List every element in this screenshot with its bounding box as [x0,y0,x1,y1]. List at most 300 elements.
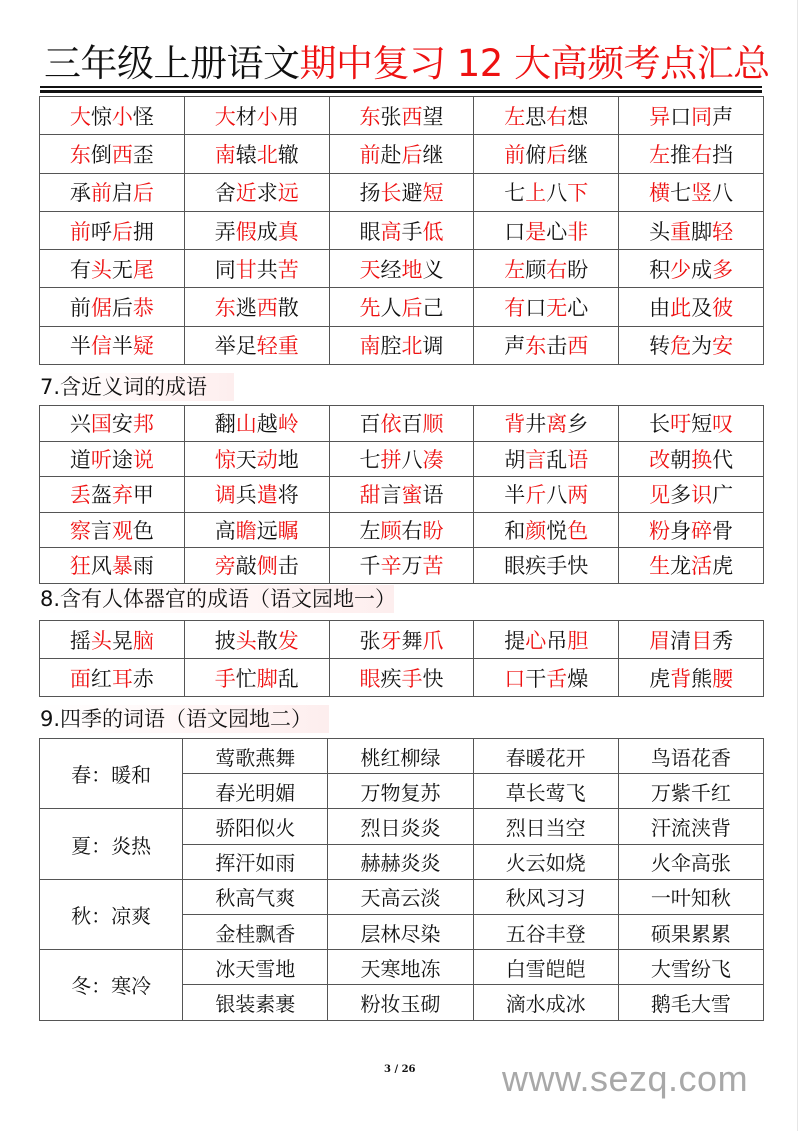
plain-char: 调 [422,334,444,359]
idiom-cell [184,211,329,249]
idiom-cell [329,477,474,513]
plain-char: 代 [712,447,734,472]
idiom-cell [474,406,619,442]
highlighted-char: 牙 [380,628,402,653]
highlighted-char: 同 [691,104,713,129]
table-row [40,250,764,288]
plain-char: 广 [712,483,734,508]
plain-char: 积 [649,257,671,282]
title-rule-thin [40,86,762,88]
idiom-cell [184,173,329,211]
highlighted-char: 暴 [111,554,133,579]
highlighted-char: 疑 [132,334,154,359]
season-word-cell: 白雪皑皑 [473,950,618,985]
highlighted-char: 短 [422,181,444,206]
plain-char: 辙 [277,142,299,167]
plain-char: 头 [649,219,671,244]
section-9-heading: 9.四季的词语（语文园地二） [40,705,329,733]
idiom-cell [40,211,185,249]
highlighted-char: 胆 [567,628,589,653]
plain-char: 清 [670,628,692,653]
highlighted-char: 斤 [525,483,547,508]
season-word-cell: 滴水成冰 [473,985,618,1020]
highlighted-char: 眉 [649,628,671,653]
highlighted-char: 观 [111,518,133,543]
plain-char: 俯 [525,142,547,167]
plain-char: 红 [90,666,112,691]
table-row [40,950,764,985]
idiom-cell [184,441,329,477]
plain-char: 惊 [90,104,112,129]
highlighted-char: 腰 [712,666,734,691]
highlighted-char: 后 [111,219,133,244]
plain-char: 甲 [132,483,154,508]
plain-char: 地 [277,447,299,472]
plain-char: 歪 [132,142,154,167]
idiom-table-synonyms [39,405,764,584]
idiom-cell [474,659,619,697]
highlighted-char: 苦 [422,554,444,579]
season-label: 冬：寒冷 [40,950,183,1020]
highlighted-char: 颜 [525,518,547,543]
plain-char: 人 [380,296,402,321]
season-word-cell: 春暖花开 [473,739,618,774]
plain-char: 启 [111,181,133,206]
idiom-cell [619,406,764,442]
highlighted-char: 叹 [712,412,734,437]
highlighted-char: 识 [691,483,713,508]
highlighted-char: 上 [525,181,547,206]
highlighted-char: 小 [111,104,133,129]
idiom-cell [474,211,619,249]
idiom-cell [619,135,764,173]
highlighted-char: 后 [401,142,423,167]
highlighted-char: 言 [525,447,547,472]
plain-char: 半 [111,334,133,359]
season-label: 秋：凉爽 [40,879,183,949]
highlighted-char: 目 [691,628,713,653]
season-word-cell: 骄阳似火 [183,809,328,844]
idiom-table-body-parts [39,620,764,697]
idiom-cell [40,135,185,173]
idiom-cell [329,659,474,697]
highlighted-char: 面 [69,666,91,691]
plain-char: 盔 [90,483,112,508]
plain-char: 天 [235,447,257,472]
highlighted-char: 远 [277,181,299,206]
highlighted-char: 东 [69,142,91,167]
plain-char: 翻 [214,412,236,437]
plain-char: 提 [504,628,526,653]
plain-char: 望 [422,104,444,129]
table-row [40,441,764,477]
table-row [40,739,764,774]
highlighted-char: 轻 [256,334,278,359]
highlighted-char: 后 [132,181,154,206]
plain-char: 舞 [401,628,423,653]
highlighted-char: 后 [401,296,423,321]
idiom-cell [619,211,764,249]
plain-char: 辕 [235,142,257,167]
highlighted-char: 右 [546,257,568,282]
title-red-part: 期中复习 12 大高频考点汇总 [299,42,770,85]
highlighted-char: 国 [90,412,112,437]
season-word-cell: 火伞高张 [618,844,763,879]
table-row [40,809,764,844]
idiom-cell [40,326,185,364]
plain-char: 经 [380,257,402,282]
plain-char: 材 [235,104,257,129]
plain-char: 乱 [277,666,299,691]
idiom-cell [329,548,474,584]
idiom-cell [474,97,619,135]
idiom-cell [40,548,185,584]
plain-char: 赤 [132,666,154,691]
highlighted-char: 安 [712,334,734,359]
idiom-cell [619,97,764,135]
plain-char: 由 [649,296,671,321]
highlighted-char: 异 [649,104,671,129]
highlighted-char: 北 [256,142,278,167]
watermark: www.sezq.com [502,1058,749,1099]
highlighted-char: 蜜 [401,483,423,508]
season-label: 春：暖和 [40,739,183,809]
plain-char: 虎 [649,666,671,691]
plain-char: 色 [132,518,154,543]
highlighted-char: 离 [546,412,568,437]
season-word-cell: 秋高气爽 [183,879,328,914]
idiom-cell [619,288,764,326]
highlighted-char: 信 [90,334,112,359]
highlighted-char: 下 [567,181,589,206]
highlighted-char: 狂 [69,554,91,579]
idiom-cell [184,97,329,135]
highlighted-char: 脚 [256,666,278,691]
plain-char: 拥 [132,219,154,244]
idiom-cell [184,135,329,173]
plain-char: 成 [256,219,278,244]
season-word-cell: 桃红柳绿 [328,739,473,774]
table-row [40,621,764,659]
season-word-cell: 天寒地冻 [328,950,473,985]
plain-char: 思 [525,104,547,129]
season-word-cell: 冰天雪地 [183,950,328,985]
table-row [40,406,764,442]
highlighted-char: 手 [214,666,236,691]
highlighted-char: 东 [525,334,547,359]
season-word-cell: 挥汗如雨 [183,844,328,879]
idiom-cell [40,441,185,477]
idiom-cell [184,621,329,659]
plain-char: 扬 [359,181,381,206]
highlighted-char: 脑 [132,628,154,653]
highlighted-char: 小 [256,104,278,129]
plain-char: 顾 [525,257,547,282]
plain-char: 赴 [380,142,402,167]
highlighted-char: 左 [504,257,526,282]
highlighted-char: 天 [359,257,381,282]
plain-char: 和 [504,518,526,543]
plain-char: 披 [214,628,236,653]
highlighted-char: 两 [567,483,589,508]
season-word-cell: 赫赫炎炎 [328,844,473,879]
plain-char: 散 [277,296,299,321]
plain-char: 长 [649,412,671,437]
plain-char: 手 [401,219,423,244]
highlighted-char: 南 [214,142,236,167]
plain-char: 避 [401,181,423,206]
plain-char: 无 [111,257,133,282]
plain-char: 远 [256,518,278,543]
highlighted-char: 弃 [111,483,133,508]
page-title [44,42,770,86]
idiom-cell [184,250,329,288]
highlighted-char: 前 [69,219,91,244]
highlighted-char: 色 [567,518,589,543]
highlighted-char: 换 [691,447,713,472]
season-word-cell: 大雪纷飞 [618,950,763,985]
idiom-cell [619,326,764,364]
plain-char: 干 [525,666,547,691]
plain-char: 八 [546,181,568,206]
plain-char: 语 [422,483,444,508]
idiom-cell [184,659,329,697]
plain-char: 同 [214,257,236,282]
highlighted-char: 听 [90,447,112,472]
plain-char: 万 [401,554,423,579]
season-word-cell: 鸟语花香 [618,739,763,774]
idiom-cell [184,326,329,364]
table-row [40,879,764,914]
idiom-cell [40,512,185,548]
plain-char: 高 [214,518,236,543]
season-word-cell: 烈日当空 [473,809,618,844]
plain-char: 足 [235,334,257,359]
plain-char: 将 [277,483,299,508]
highlighted-char: 甜 [359,483,381,508]
highlighted-char: 舌 [546,666,568,691]
idiom-cell [184,548,329,584]
idiom-cell [619,250,764,288]
plain-char: 后 [111,296,133,321]
highlighted-char: 前 [90,181,112,206]
highlighted-char: 调 [214,483,236,508]
section-8-heading: 8.含有人体器官的成语（语文园地一） [40,587,397,611]
idiom-cell [184,406,329,442]
table-row [40,326,764,364]
highlighted-char: 心 [525,628,547,653]
plain-char: 胡 [504,447,526,472]
highlighted-char: 见 [649,483,671,508]
highlighted-char: 改 [649,447,671,472]
plain-char: 声 [504,334,526,359]
idiom-cell [329,512,474,548]
idiom-cell [40,406,185,442]
plain-char: 挡 [712,142,734,167]
plain-char: 途 [111,447,133,472]
highlighted-char: 此 [670,296,692,321]
highlighted-char: 头 [90,257,112,282]
idiom-cell [329,441,474,477]
idiom-cell [474,288,619,326]
season-word-cell: 一叶知秋 [618,879,763,914]
plain-char: 七 [670,181,692,206]
highlighted-char: 发 [277,628,299,653]
highlighted-char: 背 [670,666,692,691]
plain-char: 言 [90,518,112,543]
idiom-cell [619,441,764,477]
season-words-table [39,738,764,1021]
highlighted-char: 低 [422,219,444,244]
idiom-cell [184,477,329,513]
highlighted-char: 拼 [380,447,402,472]
table-row [40,659,764,697]
plain-char: 朝 [670,447,692,472]
idiom-cell [40,288,185,326]
plain-char: 心 [567,296,589,321]
season-word-cell: 万物复苏 [328,774,473,809]
highlighted-char: 手 [401,666,423,691]
table-row [40,477,764,513]
plain-char: 声 [712,104,734,129]
idiom-cell [40,97,185,135]
highlighted-char: 凑 [422,447,444,472]
page-indicator: 3 / 26 [384,1064,416,1075]
season-word-cell: 火云如烧 [473,844,618,879]
highlighted-char: 顾 [380,518,402,543]
idiom-cell [474,621,619,659]
plain-char: 散 [256,628,278,653]
highlighted-char: 危 [670,334,692,359]
highlighted-char: 盼 [422,518,444,543]
plain-char: 义 [422,257,444,282]
plain-char: 骨 [712,518,734,543]
highlighted-char: 旁 [214,554,236,579]
highlighted-char: 真 [277,219,299,244]
highlighted-char: 语 [567,447,589,472]
highlighted-char: 西 [567,334,589,359]
idiom-cell [619,548,764,584]
idiom-cell [40,250,185,288]
table-row [40,288,764,326]
idiom-cell [329,250,474,288]
season-word-cell: 金桂飘香 [183,914,328,949]
highlighted-char: 依 [380,412,402,437]
plain-char: 转 [649,334,671,359]
plain-char: 及 [691,296,713,321]
idiom-cell [40,659,185,697]
highlighted-char: 丢 [69,483,91,508]
plain-char: 举 [214,334,236,359]
plain-char: 井 [525,412,547,437]
plain-char: 击 [277,554,299,579]
highlighted-char: 重 [277,334,299,359]
highlighted-char: 辛 [380,554,402,579]
idiom-table-antonyms [39,96,764,365]
plain-char: 击 [546,334,568,359]
idiom-cell [474,548,619,584]
plain-char: 弄 [214,219,236,244]
plain-char: 龙 [670,554,692,579]
highlighted-char: 左 [649,142,671,167]
title-rule-thick [40,90,762,93]
highlighted-char: 前 [359,142,381,167]
idiom-cell [474,326,619,364]
plain-char: 口 [670,104,692,129]
highlighted-char: 有 [504,296,526,321]
highlighted-char: 先 [359,296,381,321]
plain-char: 七 [359,447,381,472]
highlighted-char: 粉 [649,518,671,543]
plain-char: 快 [567,554,589,579]
plain-char: 疾 [525,554,547,579]
highlighted-char: 横 [649,181,671,206]
season-word-cell: 春光明媚 [183,774,328,809]
plain-char: 怪 [132,104,154,129]
table-row [40,211,764,249]
season-word-cell: 层林尽染 [328,914,473,949]
highlighted-char: 西 [111,142,133,167]
plain-char: 推 [670,142,692,167]
plain-char: 多 [670,483,692,508]
section-7-heading: 7.含近义词的成语 [40,373,234,401]
table-row [40,548,764,584]
idiom-cell [474,477,619,513]
plain-char: 共 [256,257,278,282]
plain-char: 左 [359,518,381,543]
highlighted-char: 尾 [132,257,154,282]
highlighted-char: 大 [214,104,236,129]
highlighted-char: 瞩 [277,518,299,543]
plain-char: 想 [567,104,589,129]
plain-char: 手 [546,554,568,579]
plain-char: 半 [69,334,91,359]
highlighted-char: 地 [401,257,423,282]
highlighted-char: 近 [235,181,257,206]
idiom-cell [40,477,185,513]
idiom-cell [619,512,764,548]
season-word-cell: 秋风习习 [473,879,618,914]
highlighted-char: 口 [504,666,526,691]
plain-char: 用 [277,104,299,129]
table-row [40,97,764,135]
plain-char: 疾 [380,666,402,691]
plain-char: 安 [111,412,133,437]
plain-char: 道 [69,447,91,472]
idiom-cell [474,512,619,548]
plain-char: 悦 [546,518,568,543]
plain-char: 心 [546,219,568,244]
highlighted-char: 说 [132,447,154,472]
plain-char: 舍 [214,181,236,206]
highlighted-char: 背 [504,412,526,437]
plain-char: 敲 [235,554,257,579]
season-word-cell: 草长莺飞 [473,774,618,809]
highlighted-char: 碎 [691,518,713,543]
highlighted-char: 右 [546,104,568,129]
plain-char: 吊 [546,628,568,653]
idiom-cell [329,621,474,659]
highlighted-char: 非 [567,219,589,244]
highlighted-char: 眼 [359,666,381,691]
idiom-cell [474,250,619,288]
plain-char: 承 [69,181,91,206]
idiom-cell [329,288,474,326]
highlighted-char: 西 [256,296,278,321]
highlighted-char: 重 [670,219,692,244]
plain-char: 眼 [359,219,381,244]
highlighted-char: 东 [214,296,236,321]
